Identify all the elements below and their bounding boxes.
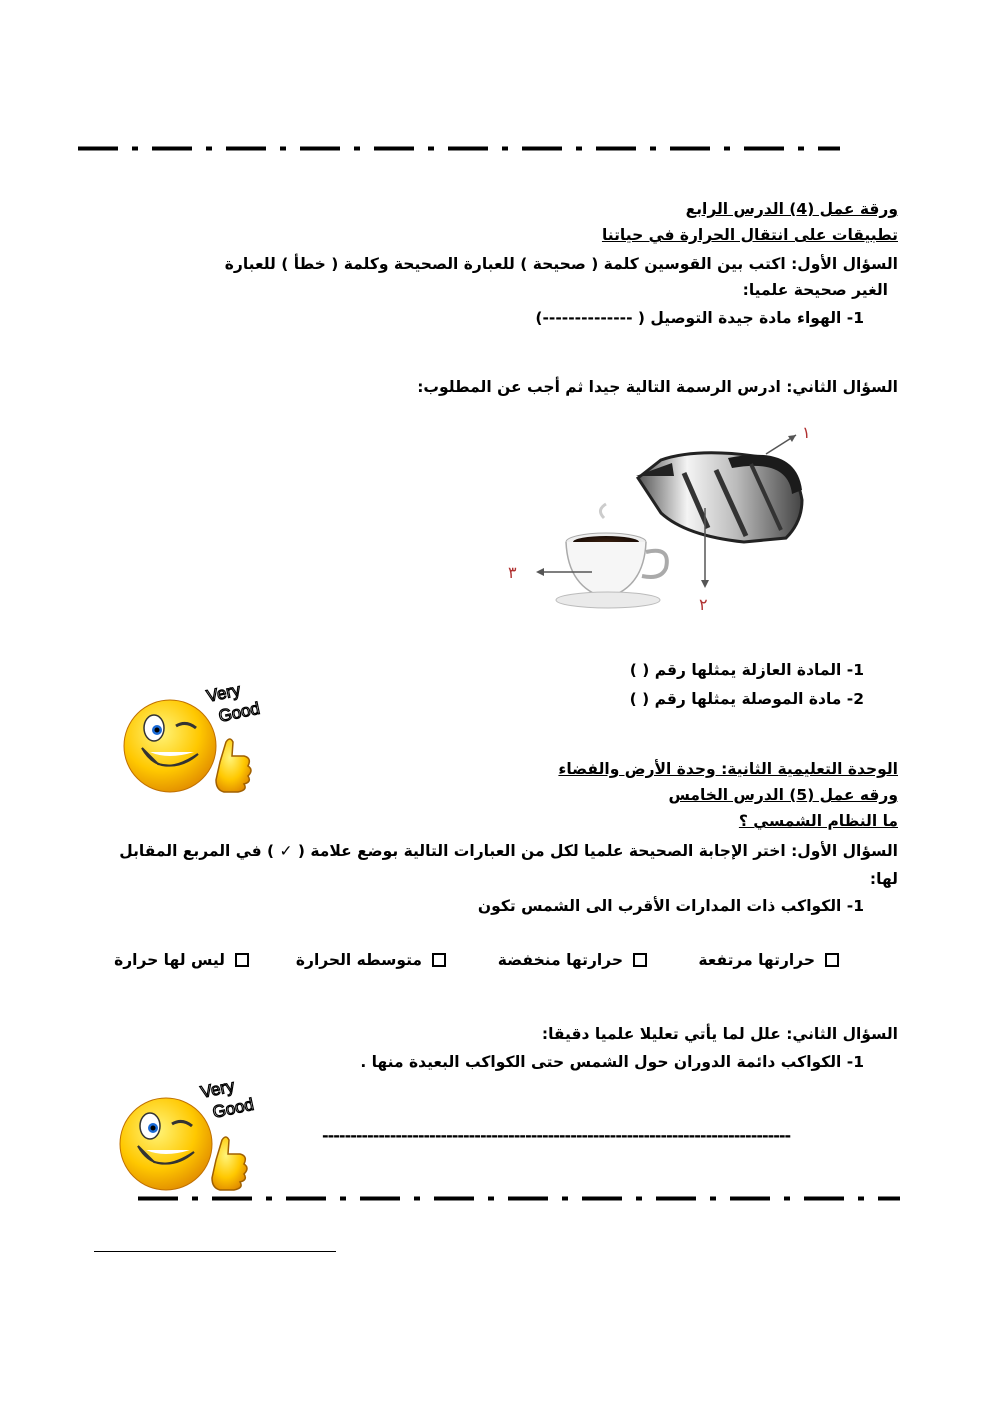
unit2-q2-item1: 1- الكواكب دائمة الدوران حول الشمس حتى الكواكب البعيدة منها . bbox=[360, 1053, 864, 1071]
footnote-separator bbox=[94, 1251, 336, 1252]
thumbs-up-icon bbox=[216, 739, 251, 792]
figure-label-3: ٣ bbox=[508, 563, 517, 582]
unit2-q1-line2: لها: bbox=[869, 870, 898, 888]
option-no-temp-label: ليس لها حرارة bbox=[114, 951, 225, 969]
worksheet4-q1-item1: 1- الهواء مادة جيدة التوصيل ( --------------) bbox=[535, 309, 864, 327]
option-medium-temp-label: متوسطه الحرارة bbox=[295, 951, 422, 969]
option-medium-temp[interactable] bbox=[296, 951, 446, 969]
checkbox-no-temp[interactable] bbox=[235, 953, 249, 967]
figure-label-1: ١ bbox=[802, 423, 811, 442]
unit2-question-title: ما النظام الشمسي ؟ bbox=[738, 812, 898, 830]
worksheet4-subtitle: تطبيقات على انتقال الحرارة في حياتنا bbox=[601, 226, 898, 244]
figure-label-2: ٢ bbox=[699, 595, 708, 614]
unit2-q2-prompt: السؤال الثاني: علل لما يأتي تعليلا علميا دقيقا: bbox=[541, 1025, 898, 1043]
very-good-smiley-icon-2 bbox=[116, 1076, 276, 1196]
unit2-worksheet-title: ورقه عمل (5) الدرس الخامس bbox=[668, 786, 898, 804]
unit2-q1-item1: 1- الكواكب ذات المدارات الأقرب الى الشمس تكون bbox=[477, 897, 864, 915]
unit2-q1-line1: السؤال الأول: اختر الإجابة الصحيحة علميا لكل من العبارات التالية بوضع علامة ( ✓ ) في المربع المقابل bbox=[119, 842, 898, 860]
checkbox-high-temp[interactable] bbox=[825, 953, 839, 967]
option-high-temp-label: حرارتها مرتفعة bbox=[698, 951, 815, 969]
option-low-temp-label: حرارتها منخفضة bbox=[497, 951, 623, 969]
worksheet4-q2-item2: 2- مادة الموصلة يمثلها رقم ( ) bbox=[629, 690, 864, 708]
kettle-cup-figure bbox=[496, 418, 826, 618]
unit2-title: الوحدة التعليمية الثانية: وحدة الأرض والفضاء bbox=[558, 760, 898, 778]
worksheet4-title: ورقة عمل (4) الدرس الرابع bbox=[685, 200, 898, 218]
option-no-temp[interactable] bbox=[114, 951, 249, 969]
top-divider bbox=[78, 146, 840, 151]
worksheet4-q1-line1: السؤال الأول: اكتب بين القوسين كلمة ( صحيحة ) للعبارة الصحيحة وكلمة ( خطأ ) للعبارة bbox=[224, 255, 898, 273]
coffee-cup-icon bbox=[556, 504, 667, 608]
kettle-icon bbox=[636, 453, 802, 542]
checkbox-low-temp[interactable] bbox=[633, 953, 647, 967]
answer-line[interactable]: ----------------------------------------------------------------------------------- bbox=[322, 1126, 791, 1145]
option-high-temp[interactable] bbox=[698, 951, 839, 969]
option-low-temp[interactable] bbox=[498, 951, 647, 969]
checkbox-medium-temp[interactable] bbox=[432, 953, 446, 967]
badge-good-text-2: Good bbox=[210, 1094, 256, 1122]
very-good-smiley-icon bbox=[120, 680, 280, 800]
thumbs-up-icon-2 bbox=[212, 1137, 247, 1190]
worksheet4-q2-prompt: السؤال الثاني: ادرس الرسمة التالية جيدا ثم أجب عن المطلوب: bbox=[417, 378, 898, 396]
bottom-divider bbox=[138, 1196, 900, 1201]
badge-very-text-2: Very bbox=[198, 1076, 237, 1102]
badge-good-text: Good bbox=[216, 698, 262, 726]
badge-very-text: Very bbox=[204, 680, 243, 706]
worksheet4-q2-item1: 1- المادة العازلة يمثلها رقم ( ) bbox=[629, 661, 864, 679]
worksheet4-q1-line2: الغير صحيحة علميا: bbox=[742, 281, 888, 299]
